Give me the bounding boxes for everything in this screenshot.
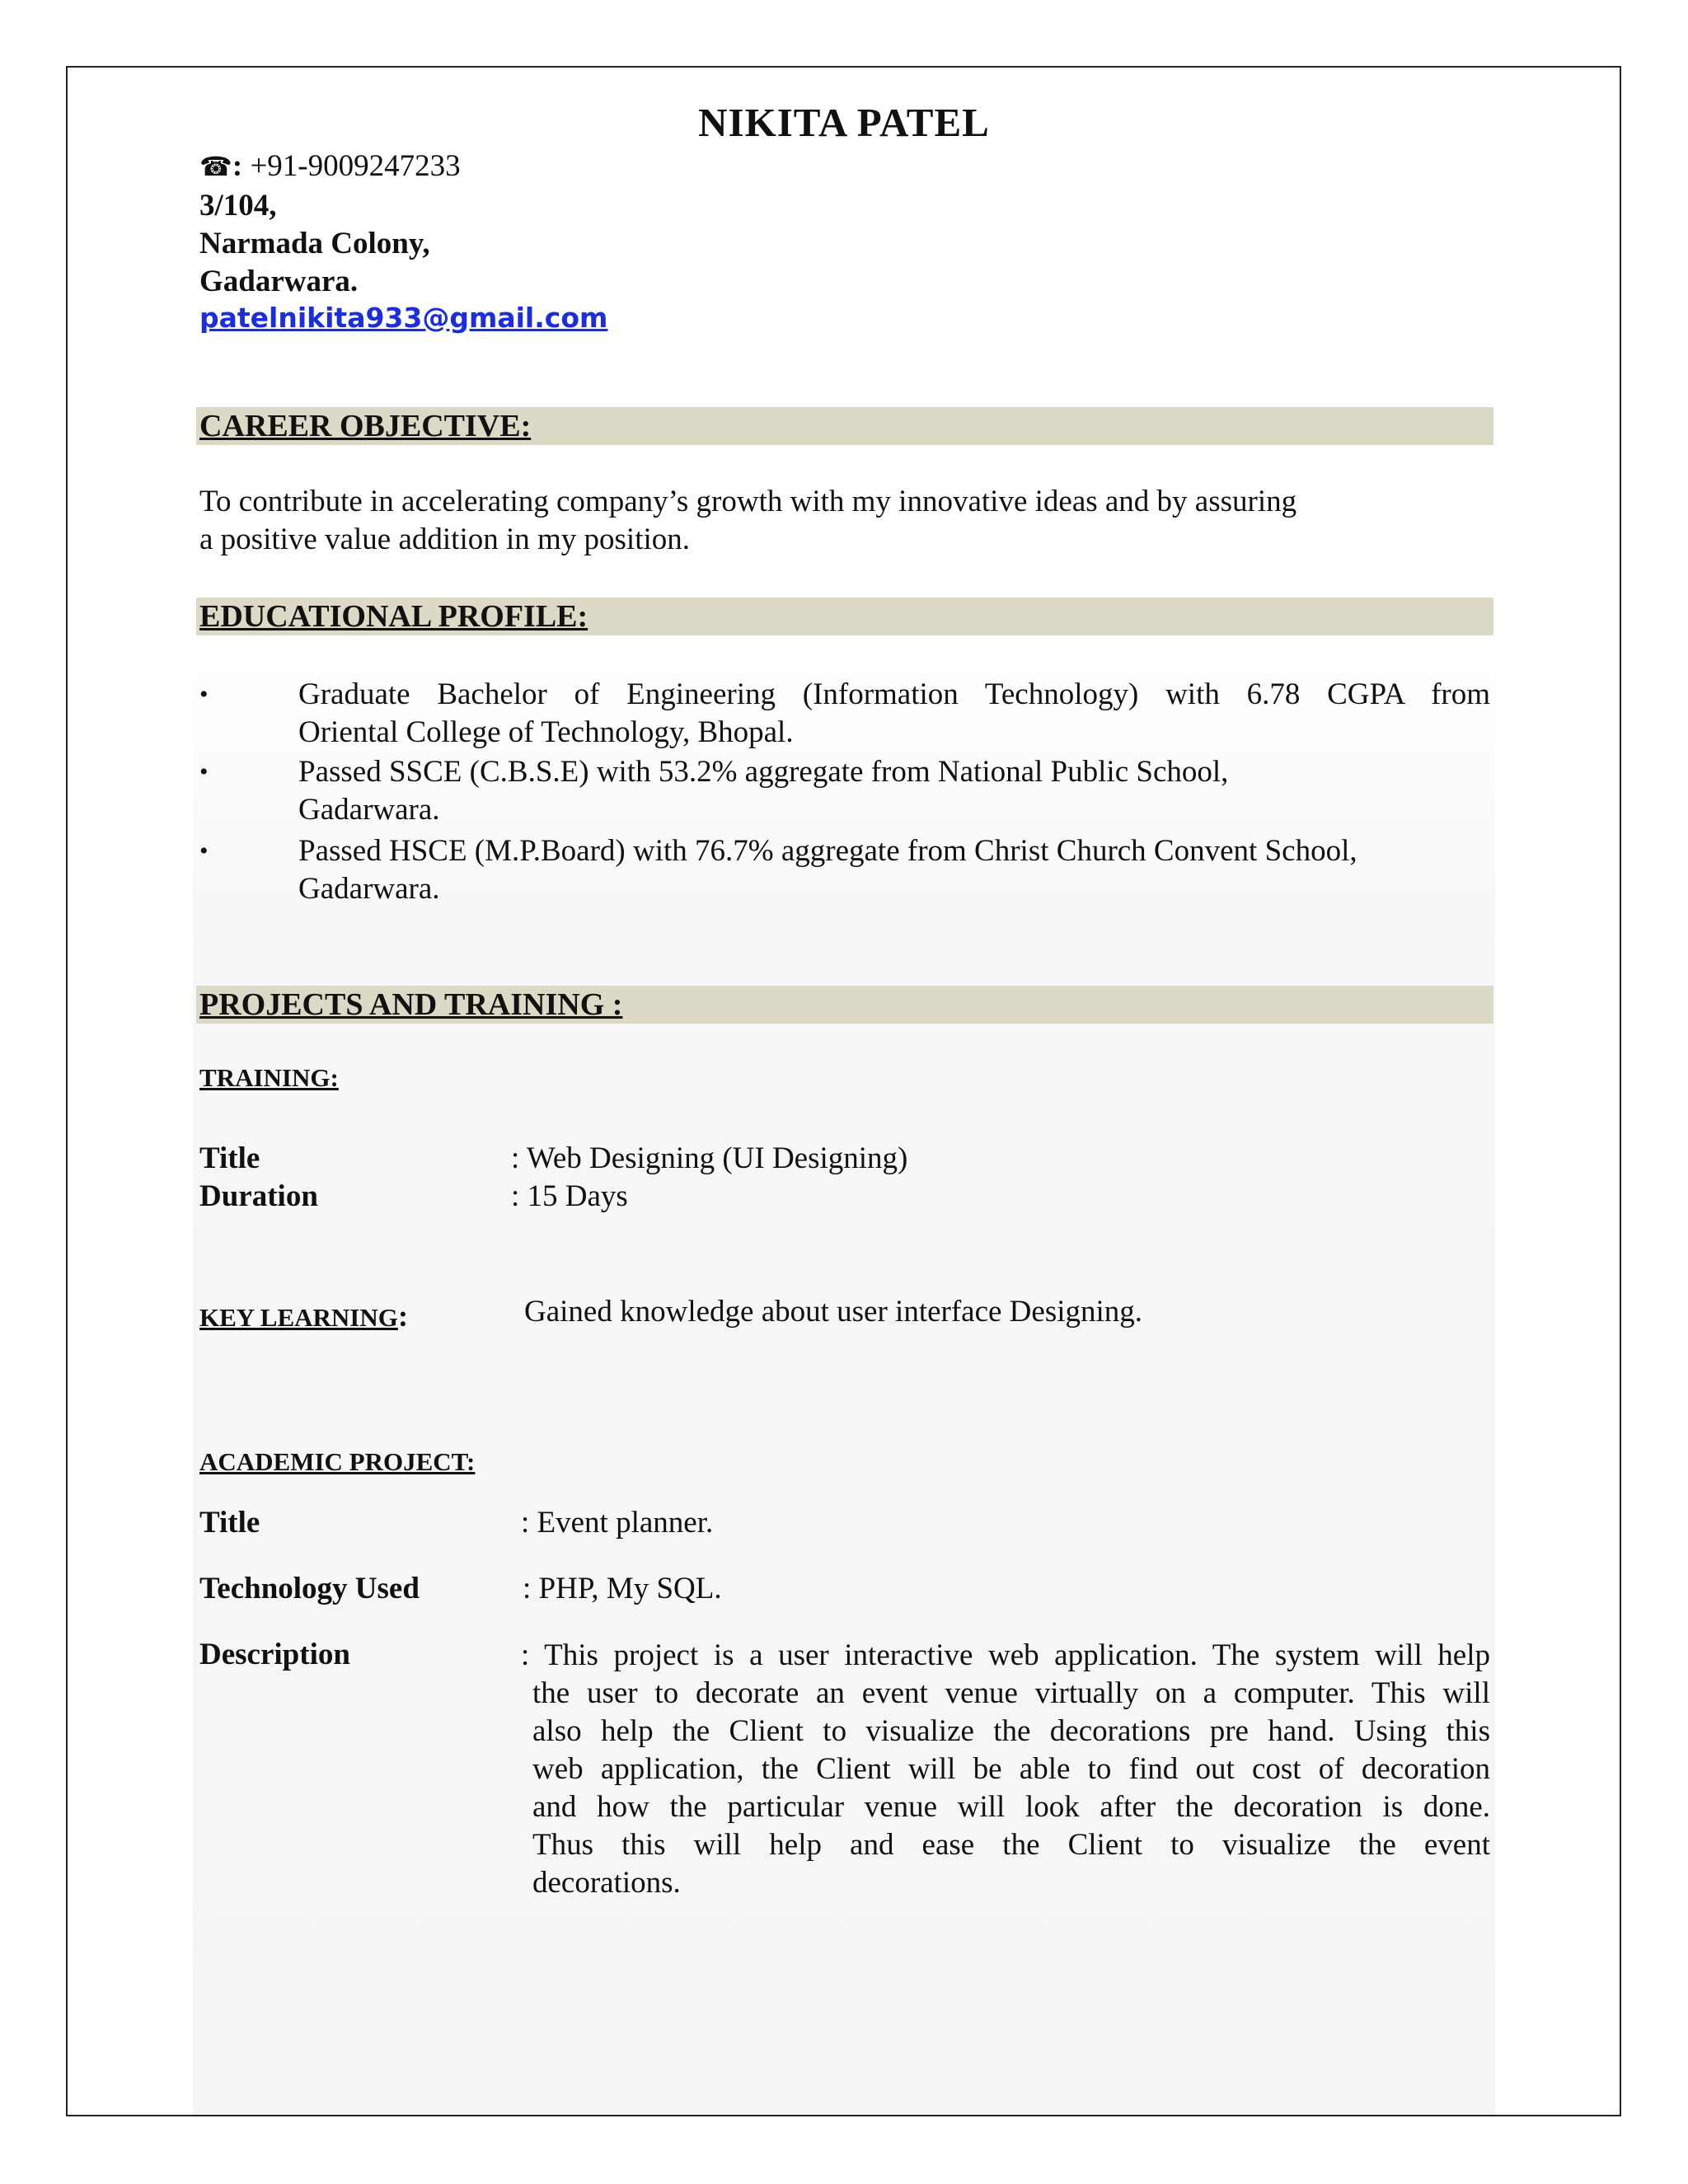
description-line: and how the particular venue will look after the decoration is done. bbox=[532, 1790, 1490, 1824]
description-label: Description bbox=[199, 1638, 350, 1671]
description-line: decorations. bbox=[532, 1866, 681, 1900]
projects-heading: PROJECTS AND TRAINING : bbox=[199, 987, 623, 1022]
career-heading: CAREER OBJECTIVE: bbox=[199, 409, 532, 443]
training-heading: TRAINING: bbox=[199, 1063, 339, 1092]
section-header-education bbox=[196, 598, 1493, 635]
training-title-label: Title bbox=[199, 1141, 260, 1175]
education-item-line-2: Gadarwara. bbox=[298, 793, 440, 827]
description-line: the user to decorate an event venue virtually on a computer. This will bbox=[532, 1676, 1490, 1710]
section-header-projects bbox=[196, 986, 1493, 1024]
email-link[interactable]: patelnikita933@gmail.com bbox=[199, 302, 608, 334]
education-item-line-1: Passed HSCE (M.P.Board) with 76.7% aggregate from Christ Church Convent School, bbox=[298, 834, 1357, 868]
education-heading: EDUCATIONAL PROFILE: bbox=[199, 599, 588, 634]
address-line-2: Narmada Colony, bbox=[199, 227, 430, 260]
address-line-1: 3/104, bbox=[199, 189, 277, 223]
training-duration-value: : 15 Days bbox=[511, 1179, 628, 1213]
technology-value: : PHP, My SQL. bbox=[523, 1572, 722, 1605]
candidate-name: NIKITA PATEL bbox=[698, 100, 990, 145]
training-duration-label: Duration bbox=[199, 1179, 318, 1213]
bullet-icon: • bbox=[199, 681, 209, 708]
education-item bbox=[298, 676, 1490, 752]
key-learning-value: Gained knowledge about user interface Designing. bbox=[524, 1295, 1143, 1329]
description-line: also help the Client to visualize the decorations pre hand. Using this bbox=[532, 1714, 1490, 1748]
career-line-2: a positive value addition in my position. bbox=[199, 523, 691, 556]
technology-label: Technology Used bbox=[199, 1572, 420, 1605]
description-line: web application, the Client will be able to find out cost of decoration bbox=[532, 1752, 1490, 1786]
telephone-icon: ☎ bbox=[199, 151, 232, 182]
key-learning-colon: : bbox=[397, 1300, 409, 1333]
bullet-icon: • bbox=[199, 837, 209, 865]
bullet-icon: • bbox=[199, 758, 209, 785]
phone-number: +91-9009247233 bbox=[250, 149, 461, 183]
education-item-line-1: Passed SSCE (C.B.S.E) with 53.2% aggregate from National Public School, bbox=[298, 755, 1229, 789]
academic-title-label: Title bbox=[199, 1506, 260, 1540]
description-line: Thus this will help and ease the Client to visualize the event bbox=[532, 1828, 1490, 1862]
description-text-continued bbox=[532, 1675, 1490, 1902]
section-header-career bbox=[196, 407, 1493, 445]
education-item bbox=[298, 832, 1490, 908]
academic-project-heading: ACADEMIC PROJECT: bbox=[199, 1447, 476, 1476]
description-line: : This project is a user interactive web application. The system will help bbox=[521, 1638, 1490, 1672]
phone-line bbox=[199, 148, 461, 184]
education-item-line-2: Gadarwara. bbox=[298, 872, 440, 906]
training-title-value: : Web Designing (UI Designing) bbox=[511, 1141, 908, 1175]
address-line-3: Gadarwara. bbox=[199, 265, 359, 298]
academic-title-value: : Event planner. bbox=[521, 1506, 714, 1540]
description-text bbox=[521, 1637, 1490, 1675]
key-learning-label: KEY LEARNING bbox=[199, 1303, 398, 1332]
phone-colon: : bbox=[232, 149, 243, 183]
education-item bbox=[298, 753, 1490, 829]
education-item-line-2: Oriental College of Technology, Bhopal. bbox=[298, 715, 794, 749]
key-learning-row bbox=[199, 1299, 408, 1334]
education-item-line-1: Graduate Bachelor of Engineering (Information Technology) with 6.78 CGPA from bbox=[298, 677, 1490, 711]
career-line-1: To contribute in accelerating company’s growth with my innovative ideas and by assuring bbox=[199, 485, 1297, 518]
